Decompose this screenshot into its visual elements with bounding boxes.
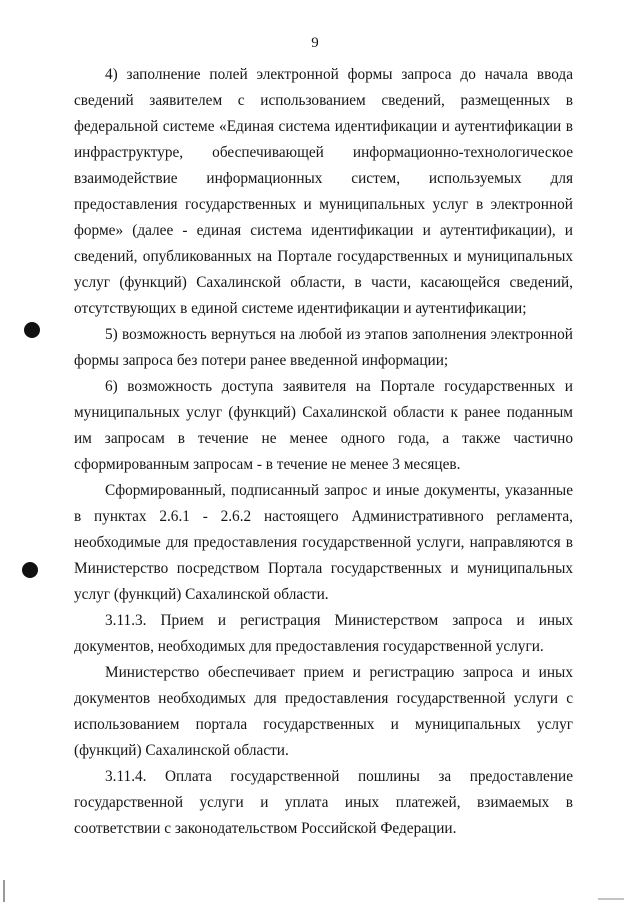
paragraph-3-11-3: 3.11.3. Прием и регистрация Министерством запроса и иных документов, необходимых для предоставления государственной услуги. xyxy=(74,612,573,655)
paragraph-item-6: 6) возможность доступа заявителя на Портале государственных и муниципальных услуг (функций) Сахалинской области к ранее поданным им запросам в течение не менее одного года, а также частично сформированным запросам - в течение не менее 3 месяцев. xyxy=(74,378,573,473)
punch-hole-mark xyxy=(22,562,38,578)
page-number: 9 xyxy=(311,35,319,51)
punch-hole-mark xyxy=(24,322,40,338)
scan-edge-mark xyxy=(598,898,624,900)
paragraph-item-4: 4) заполнение полей электронной формы запроса до начала ввода сведений заявителем с использованием сведений, размещенных в федеральной системе «Единая система идентификации и аутентификации в инфраструктуре, обеспечивающей информационно-технологическое взаимодействие информационных систем, используемых для предоставления государственных и муниципальных услуг в электронной форме» (далее - единая система идентификации и аутентификации), и сведений, опубликованных на Портале государственных и муниципальных услуг (функций) Сахалинской области, в части, касающейся сведений, отсутствующих в единой системе идентификации и аутентификации; xyxy=(74,66,573,317)
paragraph-item-5: 5) возможность вернуться на любой из этапов заполнения электронной формы запроса без потери ранее введенной информации; xyxy=(74,326,573,369)
document-body xyxy=(74,62,573,842)
paragraph-ministry-registration: Министерство обеспечивает прием и регистрацию запроса и иных документов необходимых для предоставления государственной услуги с использованием портала государственных и муниципальных услуг (функций) Сахалинской области. xyxy=(74,664,573,759)
paragraph-3-11-4: 3.11.4. Оплата государственной пошлины за предоставление государственной услуги и уплата иных платежей, взимаемых в соответствии с законодательством Российской Федерации. xyxy=(74,768,573,837)
paragraph-submission: Сформированный, подписанный запрос и иные документы, указанные в пунктах 2.6.1 - 2.6.2 настоящего Административного регламента, необходимые для предоставления государственной услуги, направляются в Министерство посредством Портала государственных и муниципальных услуг (функций) Сахалинской области. xyxy=(74,482,573,603)
scan-edge-mark xyxy=(3,880,5,902)
